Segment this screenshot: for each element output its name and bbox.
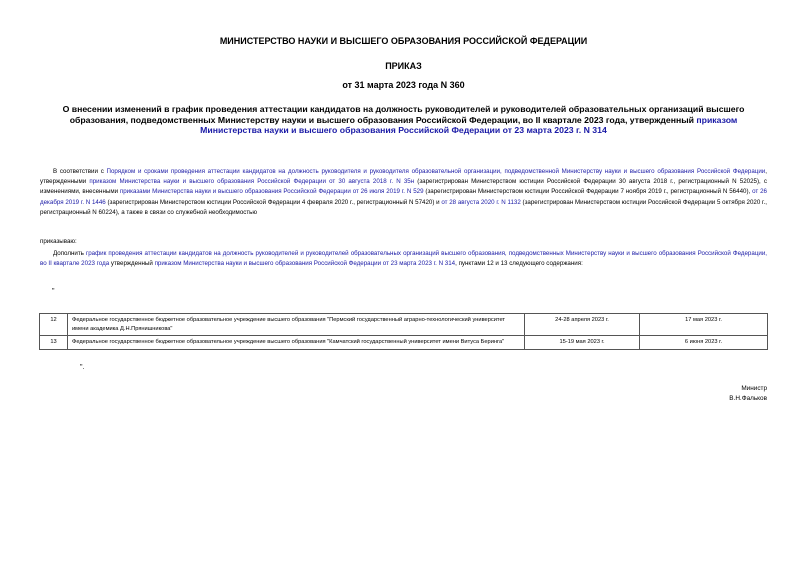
doc-title — [45, 104, 762, 136]
preamble-text-3: (зарегистрирован Министерством юстиции Российской Федерации 30 августа 2018 г., регистрационный N 52025), с изменениями, внесенными — [40, 178, 767, 196]
order-word: приказываю: — [40, 238, 77, 245]
preamble-link-order-529[interactable]: приказами Министерства науки и высшего образования Российской Федерации от 26 июля 2019 г. N 529 — [119, 188, 424, 196]
row-organization: Федеральное государственное бюджетное образовательное учреждение высшего образования "Пермский государственный аграрно-технологический университет имени академика Д.Н.Прянишникова" — [68, 314, 525, 336]
preamble-link-order-1132[interactable]: от 28 августа 2020 г. N 1132 — [441, 198, 521, 206]
preamble-text-1: В соответствии с — [53, 168, 107, 175]
row-number: 13 — [40, 336, 68, 350]
preamble-link-order-1446[interactable]: от 26 декабря 2019 г. N 1446 — [40, 188, 767, 206]
preamble-paragraph — [40, 167, 767, 218]
quote-open: " — [52, 288, 55, 295]
table-row — [40, 314, 768, 336]
row-dates: 15-19 мая 2023 г. — [525, 336, 640, 350]
ministry-header: МИНИСТЕРСТВО НАУКИ И ВЫСШЕГО ОБРАЗОВАНИЯ РОССИЙСКОЙ ФЕДЕРАЦИИ — [219, 36, 588, 46]
title-text: О внесении изменений в график проведения аттестации кандидатов на должность руководителей и руководителей образовательных организаций высшего образования, подведомственных Министерству науки и высшего образования Российской Федерации, во II квартале 2023 года, утвержденный — [62, 104, 745, 125]
preamble-text-4: (зарегистрирован Министерством юстиции Российской Федерации 7 ноября 2019 г., регистрационный N 56440), — [423, 188, 753, 196]
row-dates: 24-28 апреля 2023 г. — [525, 314, 640, 336]
order-link-order-314[interactable]: приказом Министерства науки и высшего образования Российской Федерации от 23 марта 2023 г. N 314 — [154, 260, 456, 268]
row-deadline: 17 мая 2023 г. — [640, 314, 768, 336]
order-link-schedule[interactable]: график проведения аттестации кандидатов на должность руководителей и руководителей образовательных организаций высшего образования, подведомственных Министерству науки и высшего образования Российской Федерации, во II квартале 2023 года — [40, 250, 767, 268]
schedule-table — [39, 313, 768, 350]
doc-date-number: от 31 марта 2023 года N 360 — [342, 80, 465, 90]
preamble-link-procedure[interactable]: Порядком и сроками проведения аттестации кандидатов на должность руководителя и руководителя образовательной организации, подведомственной Министерству науки и высшего образования Российской Федерации — [106, 168, 766, 175]
order-text-1: Дополнить — [53, 250, 86, 257]
order-text-3: , пунктами 12 и 13 следующего содержания: — [455, 260, 583, 268]
preamble-text-6: (зарегистрирован Министерством юстиции Российской Федерации 5 октября 2020 г., регистрационный N 60224), а также в связи со служебной необходимостью — [40, 198, 767, 216]
preamble-text-2: , утвержденными — [40, 168, 767, 186]
quote-close: ". — [80, 364, 85, 371]
order-paragraph — [40, 249, 767, 269]
row-number: 12 — [40, 314, 68, 336]
row-organization: Федеральное государственное бюджетное образовательное учреждение высшего образования "Камчатский государственный университет имени Витуса Беринга" — [68, 336, 525, 350]
preamble-text-5: (зарегистрирован Министерством юстиции Российской Федерации 4 февраля 2020 г., регистрационный N 57420) и — [105, 198, 442, 206]
signature-name: В.Н.Фальков — [729, 395, 767, 402]
table-row — [40, 336, 768, 350]
row-deadline: 6 июня 2023 г. — [640, 336, 768, 350]
signature-position: Министр — [741, 385, 767, 392]
signature-block — [729, 384, 767, 404]
order-text-2: утвержденный — [109, 260, 155, 268]
title-link[interactable]: приказом Министерства науки и высшего образования Российской Федерации от 23 марта 2023 г. N 314 — [200, 114, 738, 135]
preamble-link-order-35n[interactable]: приказом Министерства науки и высшего образования Российской Федерации от 30 августа 2018 г. N 35н — [89, 178, 415, 186]
doc-type: ПРИКАЗ — [385, 61, 422, 71]
